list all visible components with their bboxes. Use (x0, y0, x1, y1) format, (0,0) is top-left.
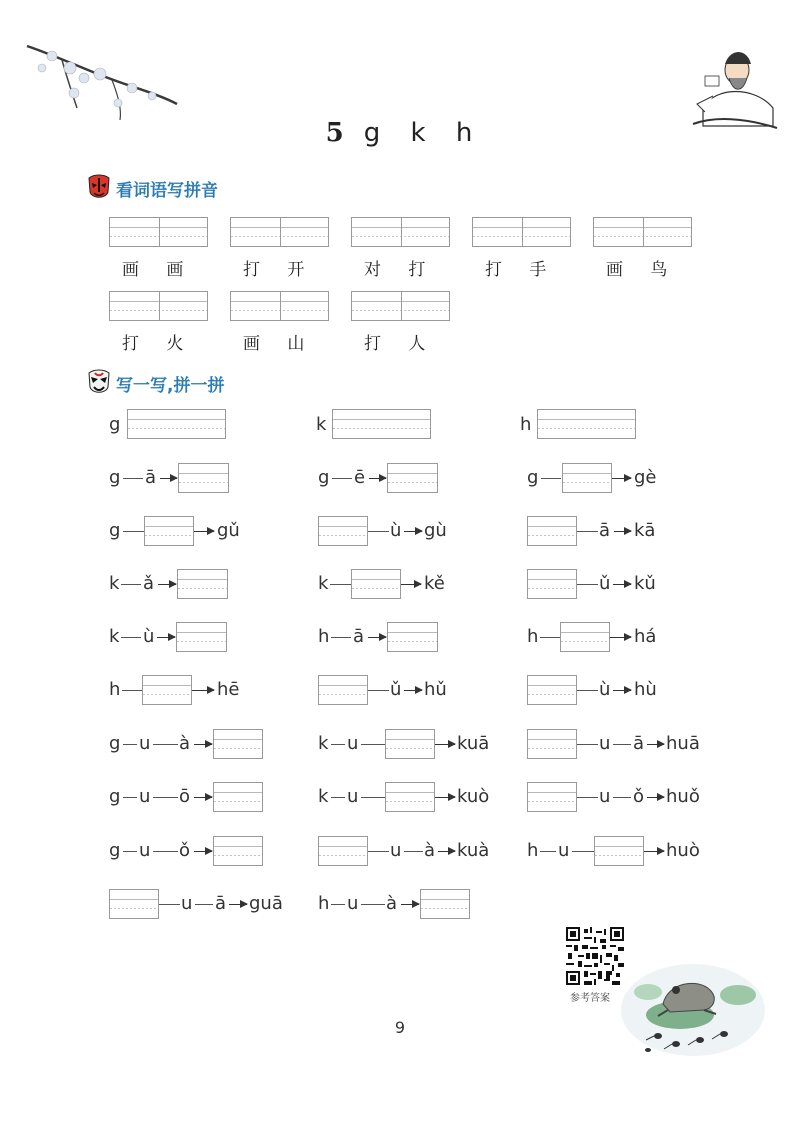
syllable-part: ù (143, 626, 155, 647)
arrow-icon (368, 637, 386, 638)
pinyin-box[interactable] (593, 217, 692, 247)
answer-box[interactable] (109, 889, 159, 919)
answer-box[interactable] (318, 675, 368, 705)
connector-line (153, 744, 178, 745)
syllable-part: h (527, 840, 539, 861)
connector-line (332, 478, 352, 479)
answer-box[interactable] (385, 729, 435, 759)
connector-line (122, 690, 142, 691)
syllable-part: à (424, 840, 436, 861)
syllable-part: ā (145, 467, 157, 488)
connector-line (572, 851, 594, 852)
section-heading-2-text: 写一写,拼一拼 (116, 375, 225, 396)
page-number: 9 (394, 1018, 406, 1037)
answer-box[interactable] (177, 569, 228, 599)
initial-k: k (316, 414, 327, 435)
connector-line (361, 904, 385, 905)
syllable-part: h (318, 893, 330, 914)
syllable-result: kě (424, 573, 445, 594)
syllable-part: à (386, 893, 398, 914)
arrow-icon (404, 531, 422, 532)
connector-line (331, 904, 345, 905)
syllable-part: h (527, 626, 539, 647)
answer-box[interactable] (527, 516, 577, 546)
arrow-icon (194, 744, 212, 745)
page-title (0, 118, 800, 148)
connector-line (577, 531, 598, 532)
connector-line (121, 637, 141, 638)
syllable-result: gǔ (217, 520, 240, 541)
arrow-icon (194, 797, 212, 798)
syllable-part: u (139, 733, 151, 754)
word-label: 打 手 (485, 260, 547, 280)
word-label: 画 鸟 (606, 260, 668, 280)
connector-line (331, 637, 351, 638)
word-label: 打 开 (243, 260, 305, 280)
syllable-part: g (318, 467, 330, 488)
arrow-icon (194, 851, 212, 852)
answer-box[interactable] (176, 622, 227, 652)
connector-line (121, 584, 141, 585)
syllable-part: ā (633, 733, 645, 754)
answer-box[interactable] (420, 889, 470, 919)
pinyin-box[interactable] (351, 217, 450, 247)
syllable-part: ǔ (390, 679, 402, 700)
answer-box[interactable] (594, 836, 644, 866)
qr-label: 参考答案 (570, 993, 610, 1004)
arrow-icon (158, 584, 176, 585)
syllable-part: ā (215, 893, 227, 914)
syllable-part: k (318, 733, 329, 754)
answer-box[interactable] (387, 463, 438, 493)
syllable-part: g (109, 520, 121, 541)
connector-line (540, 637, 560, 638)
syllable-part: ǔ (599, 573, 611, 594)
syllable-part: u (599, 786, 611, 807)
syllable-result: hù (634, 679, 657, 700)
section-heading-2 (86, 369, 224, 397)
connector-line (541, 478, 561, 479)
syllable-part: g (109, 467, 121, 488)
connector-line (613, 744, 631, 745)
opera-mask-icon (86, 369, 112, 397)
arrow-icon (613, 690, 631, 691)
connector-line (331, 797, 345, 798)
connector-line (368, 690, 389, 691)
syllable-part: ù (599, 679, 611, 700)
frog-lotus-illustration (618, 960, 768, 1060)
arrow-icon (610, 637, 631, 638)
syllable-part: u (390, 840, 402, 861)
syllable-part: ǒ (633, 786, 645, 807)
arrow-icon (647, 744, 664, 745)
answer-box[interactable] (387, 622, 438, 652)
answer-box[interactable] (560, 622, 610, 652)
answer-box[interactable] (351, 569, 401, 599)
answer-box[interactable] (213, 836, 263, 866)
syllable-result: guā (249, 893, 283, 914)
initial-g: g (109, 414, 121, 435)
syllable-part: k (318, 573, 329, 594)
syllable-result: kuò (457, 786, 490, 807)
pinyin-box[interactable] (230, 291, 329, 321)
syllable-result: kā (634, 520, 656, 541)
connector-line (153, 851, 178, 852)
connector-line (577, 584, 598, 585)
arrow-icon (612, 478, 631, 479)
answer-box[interactable] (527, 569, 577, 599)
connector-line (195, 904, 213, 905)
arrow-icon (404, 690, 422, 691)
syllable-part: k (318, 786, 329, 807)
syllable-part: h (318, 626, 330, 647)
write-box[interactable] (332, 409, 431, 439)
connector-line (123, 851, 137, 852)
pinyin-box[interactable] (230, 217, 329, 247)
connector-line (123, 744, 137, 745)
syllable-result: há (634, 626, 657, 647)
syllable-result: huò (666, 840, 700, 861)
connector-line (361, 797, 385, 798)
syllable-part: ā (353, 626, 365, 647)
connector-line (577, 744, 598, 745)
word-label: 打 火 (122, 334, 184, 354)
arrow-icon (369, 478, 386, 479)
connector-line (368, 851, 389, 852)
syllable-part: ē (354, 467, 366, 488)
syllable-part: ō (179, 786, 191, 807)
connector-line (123, 531, 144, 532)
syllable-result: hǔ (424, 679, 447, 700)
answer-box[interactable] (527, 729, 577, 759)
answer-box[interactable] (527, 675, 577, 705)
qr-code[interactable] (566, 927, 624, 985)
syllable-part: u (139, 786, 151, 807)
arrow-icon (157, 637, 175, 638)
syllable-result: gù (424, 520, 447, 541)
syllable-part: ā (599, 520, 611, 541)
syllable-part: u (558, 840, 570, 861)
syllable-result: kuà (457, 840, 490, 861)
syllable-part: k (109, 573, 120, 594)
answer-box[interactable] (144, 516, 194, 546)
syllable-part: u (181, 893, 193, 914)
answer-box[interactable] (178, 463, 229, 493)
initial-h: h (520, 414, 532, 435)
connector-line (577, 797, 598, 798)
write-box[interactable] (537, 409, 636, 439)
answer-box[interactable] (318, 836, 368, 866)
connector-line (368, 531, 389, 532)
syllable-part: u (139, 840, 151, 861)
plum-blossom-illustration (22, 38, 182, 128)
answer-box[interactable] (213, 782, 263, 812)
connector-line (331, 744, 345, 745)
write-box[interactable] (127, 409, 226, 439)
syllable-part: g (109, 840, 121, 861)
syllable-result: huǒ (666, 786, 700, 807)
lesson-number: 5 (325, 118, 346, 148)
answer-box[interactable] (527, 782, 577, 812)
syllable-part: g (527, 467, 539, 488)
answer-box[interactable] (562, 463, 612, 493)
pinyin-box[interactable] (109, 217, 208, 247)
connector-line (361, 744, 385, 745)
word-label: 画 画 (122, 260, 184, 280)
arrow-icon (644, 851, 664, 852)
syllable-part: u (599, 733, 611, 754)
connector-line (577, 690, 598, 691)
answer-box[interactable] (142, 675, 192, 705)
arrow-icon (229, 904, 247, 905)
syllable-part: u (347, 893, 359, 914)
connector-line (153, 797, 178, 798)
section-heading-1-text: 看词语写拼音 (116, 180, 218, 201)
pinyin-box[interactable] (472, 217, 571, 247)
syllable-result: kuā (457, 733, 490, 754)
word-label: 画 山 (243, 334, 305, 354)
syllable-result: gè (634, 467, 657, 488)
lesson-letters: g k h (363, 118, 475, 148)
arrow-icon (194, 531, 214, 532)
arrow-icon (613, 584, 631, 585)
connector-line (404, 851, 423, 852)
arrow-icon (647, 797, 664, 798)
syllable-part: h (109, 679, 121, 700)
syllable-part: à (179, 733, 191, 754)
connector-line (159, 904, 180, 905)
pinyin-box[interactable] (109, 291, 208, 321)
arrow-icon (160, 478, 177, 479)
answer-box[interactable] (385, 782, 435, 812)
arrow-icon (401, 584, 421, 585)
syllable-part: g (109, 786, 121, 807)
arrow-icon (192, 690, 214, 691)
word-label: 对 打 (364, 260, 426, 280)
syllable-part: ǎ (143, 573, 155, 594)
syllable-part: k (109, 626, 120, 647)
syllable-result: hē (217, 679, 240, 700)
syllable-part: u (347, 733, 359, 754)
connector-line (330, 584, 351, 585)
syllable-part: u (347, 786, 359, 807)
syllable-part: ù (390, 520, 402, 541)
pinyin-box[interactable] (351, 291, 450, 321)
opera-mask-icon (86, 174, 112, 202)
syllable-result: huā (666, 733, 700, 754)
connector-line (123, 797, 137, 798)
arrow-icon (435, 797, 455, 798)
connector-line (123, 478, 143, 479)
syllable-part: ǒ (179, 840, 191, 861)
connector-line (613, 797, 631, 798)
section-heading-1 (86, 174, 218, 202)
word-label: 打 人 (364, 334, 426, 354)
arrow-icon (614, 531, 631, 532)
connector-line (540, 851, 556, 852)
answer-box[interactable] (318, 516, 368, 546)
arrow-icon (438, 851, 455, 852)
arrow-icon (401, 904, 419, 905)
syllable-part: g (109, 733, 121, 754)
answer-box[interactable] (213, 729, 263, 759)
arrow-icon (435, 744, 455, 745)
syllable-result: kǔ (634, 573, 656, 594)
